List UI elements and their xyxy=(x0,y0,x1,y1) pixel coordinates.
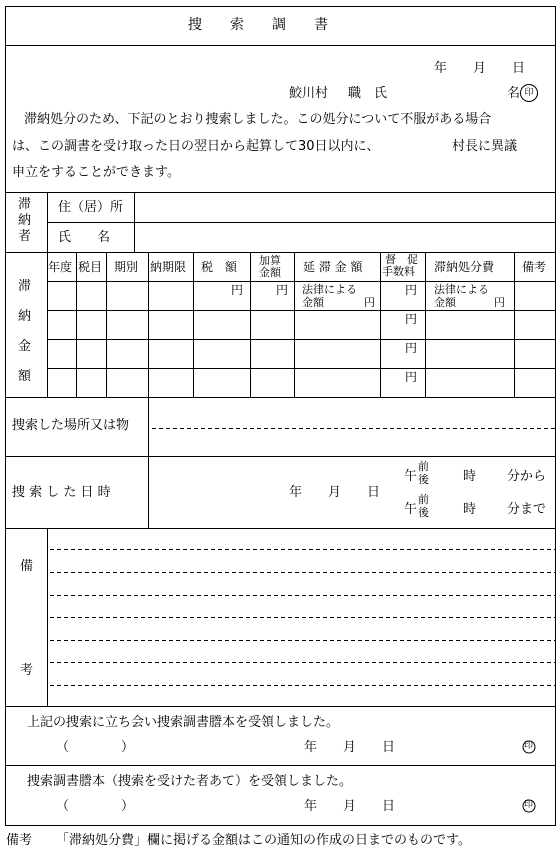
remarks-label-top: 備 xyxy=(20,559,34,574)
col-late-fee: 延 滞 金 額 xyxy=(303,260,363,274)
col-disposition-cost: 滞納処分費 xyxy=(434,260,495,274)
intro-line-2a: は、この調書を受け取った日の翌日から起算して30日以内に、 xyxy=(12,139,380,154)
until-hour: 時 xyxy=(463,502,477,517)
remarks-label-bottom: 考 xyxy=(20,663,34,678)
arrears-label-char-3: 金 xyxy=(18,339,32,354)
receipt-2-paren: （ ） xyxy=(56,799,135,814)
arrears-label-char-1: 滞 xyxy=(18,279,32,294)
yen-surcharge: 円 xyxy=(276,283,289,297)
document-title: 捜 索 調 書 xyxy=(188,17,328,33)
until-pm: 後 xyxy=(418,506,429,519)
receipt-1-text: 上記の捜索に立ち会い捜索調書謄本を受領しました。 xyxy=(27,715,340,730)
from-pm: 後 xyxy=(418,473,429,486)
col-tax-amount: 税 額 xyxy=(201,260,238,274)
taxpayer-label-char-2: 納 xyxy=(18,213,32,228)
issue-date: 年 月 日 xyxy=(434,61,526,76)
yen-disposition: 円 xyxy=(494,296,505,309)
yen-dunning-row-4: 円 xyxy=(405,370,418,384)
col-surcharge-2: 金額 xyxy=(259,266,281,279)
from-hour: 時 xyxy=(463,469,477,484)
disposition-by-law-2: 金額 xyxy=(434,296,456,309)
address-label: 住（居）所 xyxy=(58,200,124,215)
col-dunning-2: 手数料 xyxy=(382,265,415,278)
until-am-pm-prefix: 午 xyxy=(404,502,418,517)
yen-dunning-row-1: 円 xyxy=(405,283,418,297)
receipt-2-text: 捜索調書謄本（捜索を受けた者あて）を受領しました。 xyxy=(27,774,353,789)
taxpayer-label-char-1: 滞 xyxy=(18,197,32,212)
receipt-2-seal: 印 xyxy=(524,800,534,810)
name-label: 氏 名 xyxy=(58,230,111,245)
issuer-name-suffix: 名 xyxy=(507,86,521,101)
arrears-label xyxy=(18,272,31,392)
from-am: 前 xyxy=(418,460,429,473)
late-fee-by-law-2: 金額 xyxy=(302,296,324,309)
footnote-label: 備考 xyxy=(6,833,33,848)
arrears-label-char-4: 額 xyxy=(18,369,32,384)
footnote-text: 「滞納処分費」欄に掲げる金額はこの通知の作成の日までのものです。 xyxy=(56,833,471,848)
receipt-1-seal: 印 xyxy=(524,741,534,751)
taxpayer-label xyxy=(18,197,31,245)
from-am-pm-prefix: 午 xyxy=(404,469,418,484)
disposition-by-law-1: 法律による xyxy=(434,283,489,296)
arrears-label-char-2: 納 xyxy=(18,309,32,324)
yen-dunning-row-3: 円 xyxy=(405,341,418,355)
intro-line-3: 申立をすることができます。 xyxy=(12,165,180,180)
col-remarks: 備考 xyxy=(522,260,547,274)
col-dunning-1: 督 促 xyxy=(385,253,418,266)
late-fee-by-law-1: 法律による xyxy=(302,283,357,296)
issuer-role: 職 氏 xyxy=(348,86,388,101)
until-minute: 分まで xyxy=(507,502,547,517)
col-surcharge-1: 加算 xyxy=(259,254,281,267)
yen-dunning-row-2: 円 xyxy=(405,312,418,326)
receipt-2-date: 年 月 日 xyxy=(304,799,396,814)
col-tax-item: 税目 xyxy=(78,260,103,274)
yen-late-fee: 円 xyxy=(364,296,375,309)
intro-line-1: 滞納処分のため、下記のとおり捜索しました。この処分について不服がある場合 xyxy=(24,112,492,127)
yen-tax-amount: 円 xyxy=(231,283,244,297)
search-datetime-label: 捜 索 し た 日 時 xyxy=(12,485,111,500)
receipt-1-paren: （ ） xyxy=(56,740,135,755)
search-date: 年 月 日 xyxy=(289,485,381,500)
taxpayer-label-char-3: 者 xyxy=(18,229,32,244)
issuer-village: 鮫川村 xyxy=(289,86,329,101)
col-year: 年度 xyxy=(48,260,73,274)
issuer-seal-char: 印 xyxy=(524,87,534,98)
col-period: 期別 xyxy=(114,260,139,274)
issuer-seal-mark xyxy=(520,84,538,102)
receipt-1-date: 年 月 日 xyxy=(304,740,396,755)
col-due-date: 納期限 xyxy=(150,260,187,274)
intro-line-2b: 村長に異議 xyxy=(452,139,518,154)
from-minute: 分から xyxy=(507,469,547,484)
until-am: 前 xyxy=(418,493,429,506)
search-place-label: 捜索した場所又は物 xyxy=(12,418,130,433)
